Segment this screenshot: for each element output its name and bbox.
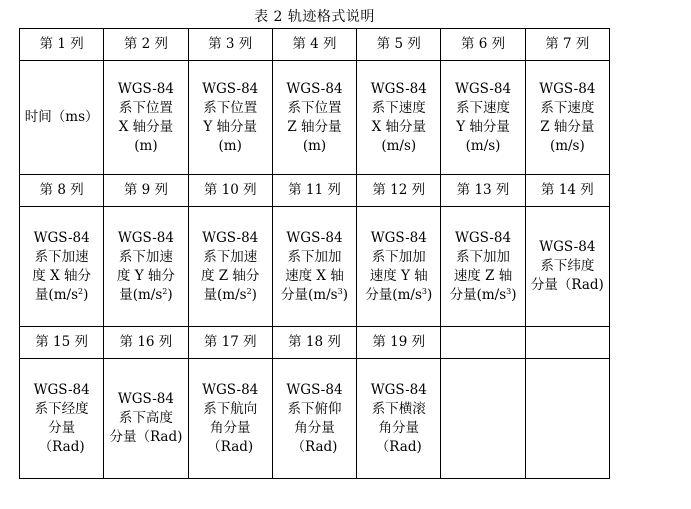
description-line: （Rad) [375,438,422,455]
description-line: （Rad) [38,438,85,455]
description-line: WGS-84 [539,239,596,255]
column-header-cell: 第 11 列 [272,175,356,207]
description-line: 速度 X 轴 [285,267,344,284]
description-line: (m) [218,137,242,154]
header-row [20,175,610,207]
description-line: 量$(m/s^2)$ [119,286,173,303]
description-line: 分量$(m/s^3)$ [449,286,517,303]
description-cell [525,359,609,479]
description-line: 系下经度 [34,400,89,417]
column-header-cell: 第 5 列 [357,29,441,61]
description-line: 速度 Y 轴 [369,267,428,284]
description-line: 系下航向 [203,400,258,417]
description-line: Z 轴分量 [287,118,342,135]
description-line: 角分量 [378,419,420,436]
header-row [20,327,610,359]
description-line: 时间（ms） [24,109,99,125]
table-caption: 表 2 轨迹格式说明 [254,9,375,25]
description-line: 系下速度 [540,99,595,116]
description-cell [525,61,609,175]
description-line: 分量（Rad) [530,277,604,293]
table-body [20,29,610,479]
description-cell [104,61,188,175]
description-line: (m/s) [465,137,501,154]
column-header-cell: 第 19 列 [357,327,441,359]
description-line: 系下速度 [371,99,426,116]
description-line: 系下俯仰 [287,400,342,417]
description-line: 系下速度 [456,99,511,116]
column-header-cell: 第 8 列 [20,175,104,207]
description-line: WGS-84 [286,229,343,246]
description-line: （Rad) [207,438,254,455]
column-header-cell: 第 1 列 [20,29,104,61]
description-line: 系下加速 [34,248,89,265]
description-line: WGS-84 [286,80,343,97]
description-cell [20,207,104,327]
description-line: 系下加加 [287,248,342,265]
description-cell [104,207,188,327]
description-line: WGS-84 [202,229,259,246]
column-header-cell: 第 14 列 [525,175,609,207]
description-line: X 轴分量 [371,118,426,135]
description-cell [441,207,525,327]
description-line: WGS-84 [454,80,512,97]
description-cell [357,61,441,175]
description-line: WGS-84 [117,229,174,246]
description-cell [357,207,441,327]
column-header-cell: 第 3 列 [188,29,272,61]
description-line: (m/s) [549,137,585,154]
description-line: 度 X 轴分 [32,267,91,284]
description-line: 系下高度 [118,410,173,426]
column-header-cell: 第 13 列 [441,175,525,207]
description-cell [188,359,272,479]
column-header-cell: 第 12 列 [357,175,441,207]
description-line: (m) [302,137,327,154]
description-line: WGS-84 [33,229,90,246]
description-line: 系下位置 [118,99,173,116]
column-header-cell: 第 4 列 [272,29,356,61]
column-header-cell: 第 10 列 [188,175,272,207]
description-line: WGS-84 [286,381,343,398]
description-line: Z 轴分量 [540,118,595,135]
description-line: Y 轴分量 [203,118,258,135]
description-cell [441,61,525,175]
column-header-cell: 第 2 列 [104,29,188,61]
description-line: (m) [134,137,158,154]
description-line: 系下加加 [456,248,511,265]
column-header-cell: 第 7 列 [525,29,609,61]
trajectory-format-table [19,28,610,479]
description-row [20,61,610,175]
description-line: 系下位置 [203,99,258,116]
description-line: 分量$(m/s^3)$ [365,286,433,303]
description-cell [188,207,272,327]
description-line: 系下纬度 [540,258,595,274]
description-line: 量$(m/s^2)$ [34,286,89,303]
description-line: WGS-84 [33,381,90,398]
description-cell [104,359,188,479]
description-row [20,207,610,327]
description-line: 角分量 [294,419,335,436]
description-line: WGS-84 [539,80,596,97]
column-header-cell [441,327,525,359]
description-line: (m/s) [381,137,417,154]
column-header-cell: 第 18 列 [272,327,356,359]
column-header-cell [525,327,609,359]
column-header-cell: 第 15 列 [20,327,104,359]
description-line: 量$(m/s^2)$ [203,286,257,303]
description-line: 度 Y 轴分 [116,267,175,284]
description-line: 系下加速 [118,248,173,265]
description-line: 分量（Rad) [109,429,183,445]
description-line: 度 Z 轴分 [200,267,260,284]
description-line: 系下横滚 [371,400,426,417]
description-line: 分量$(m/s^3)$ [281,286,348,303]
description-cell [20,61,104,175]
description-line: WGS-84 [117,391,174,407]
description-line: WGS-84 [370,229,427,246]
description-line: 系下加加 [371,248,426,265]
description-cell [525,207,609,327]
column-header-cell: 第 9 列 [104,175,188,207]
description-line: X 轴分量 [118,118,174,135]
header-row [20,29,610,61]
description-cell [272,61,356,175]
description-cell [272,207,356,327]
description-cell [441,359,525,479]
description-line: 速度 Z 轴 [453,267,513,284]
description-line: WGS-84 [370,80,427,97]
description-line: 分量 [48,419,76,436]
description-line: WGS-84 [454,229,512,246]
column-header-cell: 第 17 列 [188,327,272,359]
description-line: WGS-84 [202,381,259,398]
description-row [20,359,610,479]
description-line: WGS-84 [370,381,427,398]
description-cell [188,61,272,175]
description-cell [20,359,104,479]
description-line: 系下位置 [287,99,342,116]
description-line: Y 轴分量 [456,118,510,135]
description-cell [357,359,441,479]
description-line: WGS-84 [202,80,259,97]
column-header-cell: 第 16 列 [104,327,188,359]
description-line: WGS-84 [117,80,174,97]
description-line: 角分量 [209,419,251,436]
description-cell [272,359,356,479]
column-header-cell: 第 6 列 [441,29,525,61]
description-line: 系下加速 [203,248,258,265]
description-line: （Rad) [291,438,338,455]
